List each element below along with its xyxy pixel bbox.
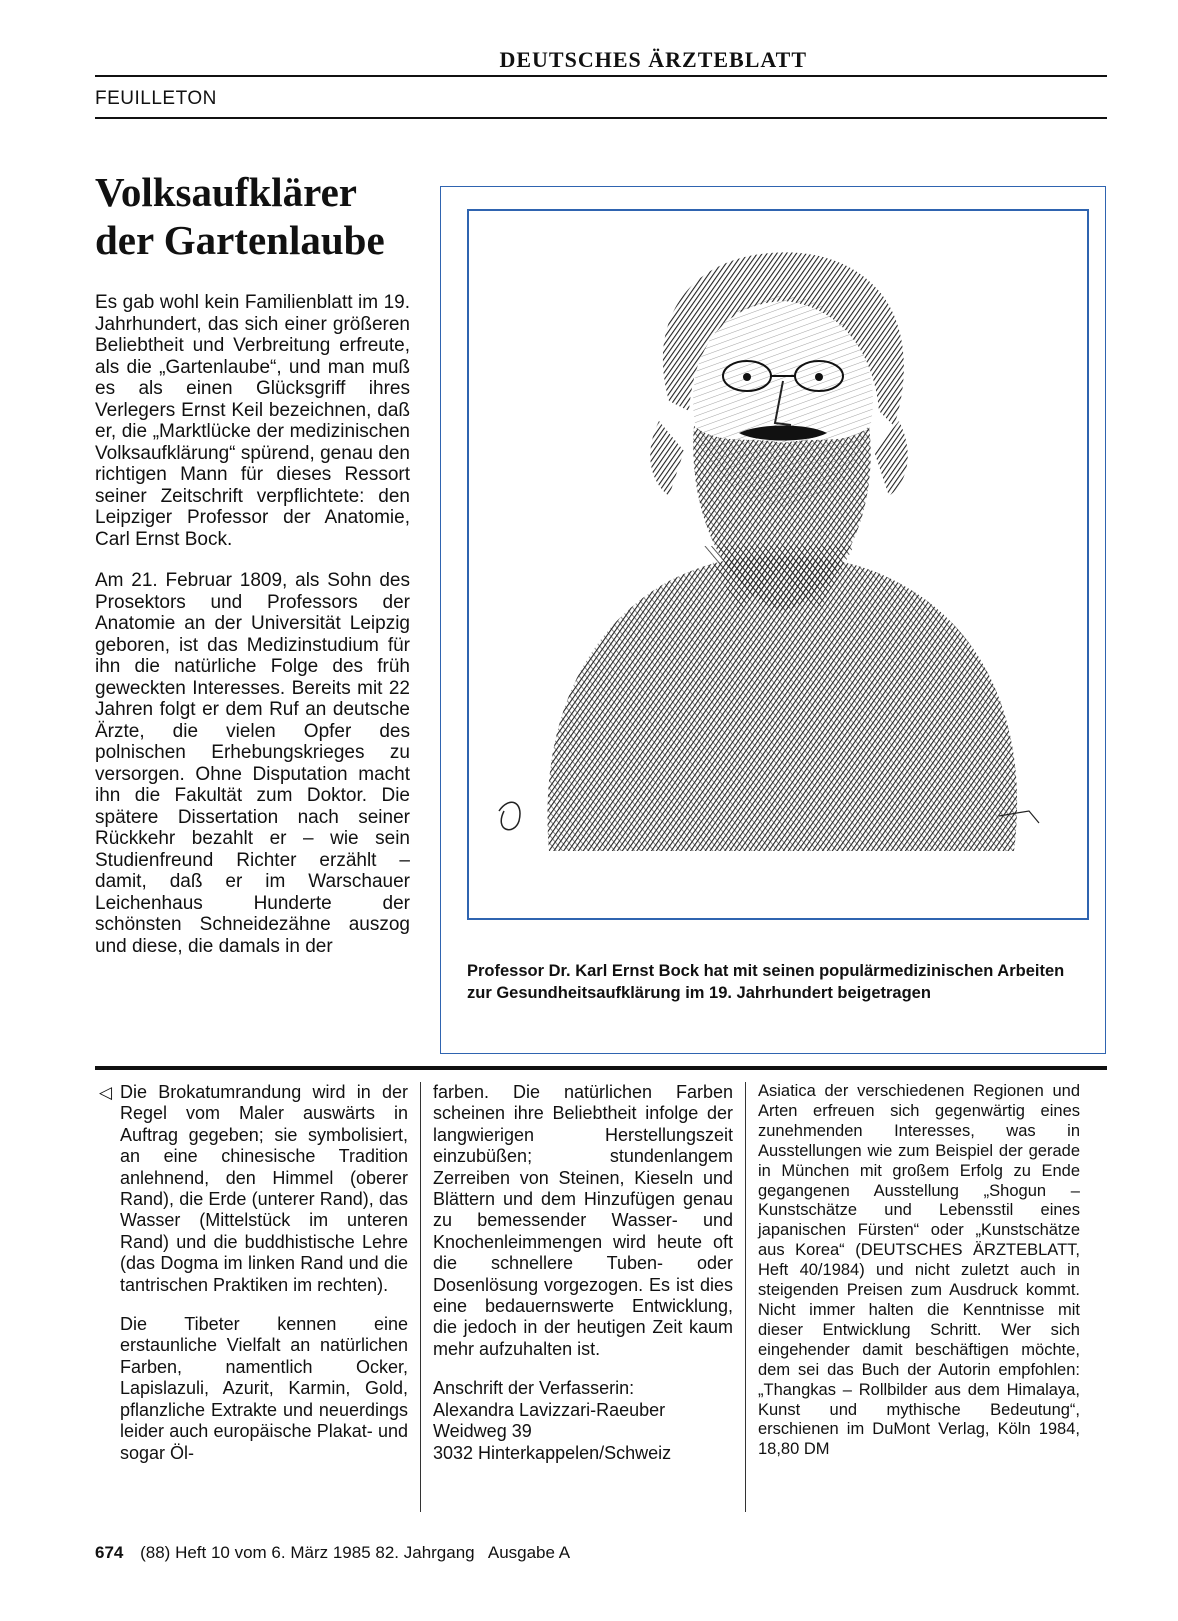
address-name: Alexandra Lavizzari-Raeuber bbox=[433, 1399, 666, 1420]
masthead: DEUTSCHES ÄRZTEBLATT bbox=[499, 47, 807, 72]
page-footer bbox=[95, 1543, 570, 1563]
author-address bbox=[433, 1378, 733, 1464]
section-rule bbox=[95, 117, 1107, 119]
article-paragraph-1: Es gab wohl kein Familienblatt im 19. Jahrhundert, das sich einer größeren Beliebtheit und Verbreitung erfreute, als die „Gartenlaube“, und man muß es als einen Glücksgriff ihres Verlegers Ernst Keil bezeichnen, daß er, die „Marktlücke der medizinischen Volksaufklärung“ spürend, genau den richtigen Mann für dieses Ressort seiner Zeitschrift verpflichtete: den Leipziger Professor der Anatomie, Carl Ernst Bock. bbox=[95, 292, 410, 550]
continuation-column-3 bbox=[758, 1082, 1080, 1478]
continuation-paragraph-4: Asiatica der verschiedenen Regionen und Arten erfreuen sich gegenwärtig eines zunehmenden Interesses, was in Ausstellungen wie zum Beispiel der gerade in München mit großem Erfolg zu Ende gegangenen Ausstellung „Shogun – Kunstschätze und Lebensstil eines japanischen Fürsten“ oder „Kunstschätze aus Korea“ (DEUTSCHES ÄRZTEBLATT, Heft 40/1984) und nicht zuletzt auch in steigenden Preisen zum Ausdruck kommt. Nicht immer halten die Kenntnisse mit dieser Entwicklung Schritt. Wer sich eingehender damit beschäftigen möchte, dem sei das Buch der Autorin empfohlen: „Thangkas – Rollbilder aus dem Himalaya, Kunst und mythische Bedeutung“, erschienen im DuMont Verlag, Köln 1984, 18,80 DM bbox=[758, 1082, 1080, 1459]
address-label: Anschrift der Verfasserin: bbox=[433, 1378, 635, 1399]
article-paragraph-2: Am 21. Februar 1809, als Sohn des Prosektors und Professors der Anatomie an der Universität Leipzig geboren, ist das Medizinstudium für ihn die natürliche Folge des früh geweckten Interesses. Bereits mit 22 Jahren folgt er dem Ruf an deutsche Ärzte, die vielen Opfer des polnischen Erhebungskrieges zu versorgen. Ohne Disputation macht ihn die Fakultät zum Doktor. Die spätere Dissertation nach seiner Rückkehr bezahlt er – wie sein Studienfreund Richter erzählt – damit, daß er im Warschauer Leichenhaus Hunderte der schönsten Schneidezähne auszog und diese, die damals in der bbox=[95, 570, 410, 957]
section-divider bbox=[95, 1066, 1107, 1070]
continuation-paragraph-3: farben. Die natürlichen Farben scheinen ihre Beliebtheit infolge der langwierigen Herstellungszeit einzubüßen; stundenlangem Zerreiben von Steinen, Kieseln und Blättern und dem Hinzufügen genau zu bemessender Wasser- und Knochenleimmengen wird heute oft die schnellere Tuben- oder Dosenlösung vorgezogen. Es ist dies eine bedauernswerte Entwicklung, die jedoch in der heutigen Zeit kaum mehr aufzuhalten ist. bbox=[433, 1082, 733, 1359]
section-label: FEUILLETON bbox=[95, 88, 217, 109]
masthead-rule bbox=[95, 75, 1107, 77]
continuation-column-1 bbox=[99, 1082, 408, 1482]
title-line-1: Volksaufklärer bbox=[95, 169, 357, 215]
issue-info: (88) Heft 10 vom 6. März 1985 82. Jahrgang Ausgabe A bbox=[140, 1543, 571, 1562]
column-separator-2 bbox=[745, 1082, 746, 1512]
continuation-column-2 bbox=[433, 1082, 733, 1464]
figure-caption: Professor Dr. Karl Ernst Bock hat mit seinen populärmedizinischen Arbeiten zur Gesundheitsaufklärung im 19. Jahrhundert beigetragen bbox=[467, 962, 1065, 1002]
article-body bbox=[95, 292, 410, 977]
portrait-engraving bbox=[467, 209, 1089, 920]
continuation-paragraph-2: Die Tibeter kennen eine erstaunliche Vielfalt an natürlichen Farben, namentlich Ocker, Lapislazuli, Azurit, Karmin, Gold, pflanzliche Extrakte und neuerdings leider auch europäische Plakat- und sogar Öl- bbox=[120, 1314, 408, 1463]
portrait-illustration bbox=[469, 211, 1087, 918]
column-separator-1 bbox=[420, 1082, 421, 1512]
page-number: 674 bbox=[95, 1543, 124, 1562]
address-city: 3032 Hinterkappelen/Schweiz bbox=[433, 1442, 672, 1463]
triangle-marker-icon: ◁ bbox=[99, 1083, 113, 1102]
article-title bbox=[95, 168, 425, 264]
address-street: Weidweg 39 bbox=[433, 1421, 532, 1442]
continuation-paragraph-1: Die Brokatumrandung wird in der Regel vom Maler auswärts in Auftrag gegeben; sie symbolisiert, an eine chinesische Tradition anlehnend, den Himmel (oberer Rand), die Erde (unterer Rand), das Wasser (Mittelstück im unteren Rand) und die buddhistische Lehre (das Dogma im linken Rand und die tantrischen Praktiken im rechten). bbox=[120, 1082, 408, 1295]
title-line-2: der Gartenlaube bbox=[95, 217, 385, 263]
